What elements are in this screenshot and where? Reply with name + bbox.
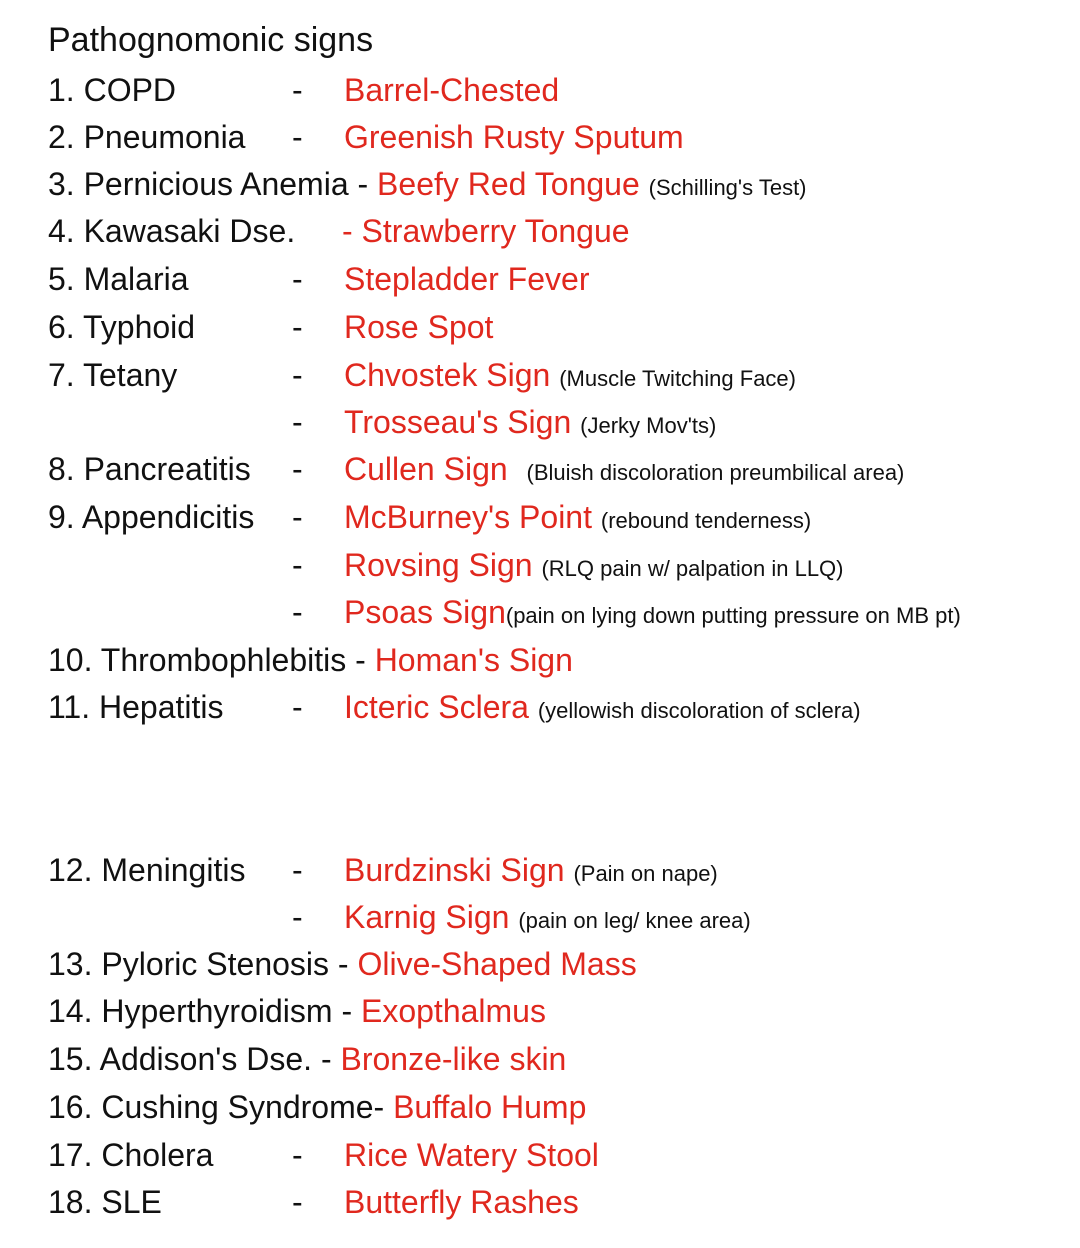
sign-entry bbox=[344, 495, 811, 543]
separator-dash: - bbox=[292, 261, 303, 297]
sign-entry bbox=[344, 848, 718, 896]
sign-text: Greenish Rusty Sputum bbox=[344, 119, 684, 155]
inline-entry bbox=[48, 162, 807, 210]
separator-dash: - bbox=[292, 899, 303, 935]
sign-text: Homan's Sign bbox=[374, 642, 573, 678]
sign-note: (pain on lying down putting pressure on MB pt) bbox=[505, 603, 961, 628]
sign-entry bbox=[344, 353, 796, 401]
sign-text: Bronze-like skin bbox=[340, 1041, 567, 1077]
inline-entry bbox=[48, 1085, 586, 1129]
condition-label: 17. Cholera bbox=[48, 1137, 214, 1173]
inline-entry bbox=[48, 1037, 566, 1081]
separator-dash: - bbox=[292, 547, 303, 583]
sign-note: (Pain on nape) bbox=[573, 861, 718, 886]
sign-text: Stepladder Fever bbox=[344, 261, 590, 297]
sign-note: (Schilling's Test) bbox=[648, 175, 807, 200]
condition-label: 11. Hepatitis bbox=[48, 689, 224, 725]
condition-label: 2. Pneumonia bbox=[48, 119, 246, 155]
sign-entry bbox=[344, 895, 751, 943]
sign-text: Beefy Red Tongue bbox=[377, 166, 640, 202]
sign-note: (yellowish discoloration of sclera) bbox=[537, 698, 861, 723]
sign-note: (Jerky Mov'ts) bbox=[580, 413, 717, 438]
separator-dash: - bbox=[292, 1137, 303, 1173]
sign-note: (RLQ pain w/ palpation in LLQ) bbox=[541, 556, 844, 581]
condition-label: 13. Pyloric Stenosis - bbox=[48, 946, 358, 982]
condition-label: 18. SLE bbox=[48, 1184, 162, 1220]
sign-text: Olive-Shaped Mass bbox=[357, 946, 637, 982]
page-title: Pathognomonic signs bbox=[48, 21, 374, 59]
sign-text: Rice Watery Stool bbox=[344, 1137, 599, 1173]
sign-note: (pain on leg/ knee area) bbox=[518, 908, 751, 933]
separator-dash: - bbox=[292, 451, 303, 487]
sign-text: Icteric Sclera bbox=[344, 689, 529, 725]
condition-label: 7. Tetany bbox=[48, 357, 178, 393]
sign-note: (Bluish discoloration preumbilical area) bbox=[526, 460, 905, 485]
condition-label: 9. Appendicitis bbox=[48, 499, 255, 535]
separator-dash: - bbox=[292, 357, 303, 393]
sign-entry bbox=[344, 400, 716, 448]
sign-entry bbox=[344, 447, 904, 495]
sign-text: Exopthalmus bbox=[360, 993, 546, 1029]
separator-dash: - bbox=[292, 119, 303, 155]
sign-text: Barrel-Chested bbox=[344, 72, 560, 108]
sign-text: Buffalo Hump bbox=[393, 1089, 587, 1125]
sign-text: Burdzinski Sign bbox=[344, 852, 565, 888]
separator-dash: - bbox=[292, 309, 303, 345]
sign-text: Psoas Sign bbox=[344, 594, 506, 630]
condition-label: 8. Pancreatitis bbox=[48, 451, 251, 487]
condition-label: 12. Meningitis bbox=[48, 852, 246, 888]
condition-label: 15. Addison's Dse. - bbox=[48, 1041, 341, 1077]
sign-note: (rebound tenderness) bbox=[600, 508, 812, 533]
sign-text: McBurney's Point bbox=[344, 499, 592, 535]
sign-text: Trosseau's Sign bbox=[344, 404, 572, 440]
sign-text: Rovsing Sign bbox=[344, 547, 533, 583]
separator-dash: - bbox=[292, 689, 303, 725]
sign-note: (Muscle Twitching Face) bbox=[559, 366, 796, 391]
condition-label: 16. Cushing Syndrome- bbox=[48, 1089, 394, 1125]
condition-label: 10. Thrombophlebitis - bbox=[48, 642, 375, 678]
separator-dash: - bbox=[292, 499, 303, 535]
sign-text: Butterfly Rashes bbox=[344, 1184, 579, 1220]
separator-dash: - bbox=[292, 72, 303, 108]
inline-entry bbox=[48, 942, 637, 986]
condition-label: 5. Malaria bbox=[48, 261, 189, 297]
sign-text: Karnig Sign bbox=[344, 899, 510, 935]
separator-dash: - bbox=[292, 1184, 303, 1220]
sign-text: Cullen Sign bbox=[344, 451, 508, 487]
sign-entry bbox=[344, 685, 861, 733]
separator-dash: - bbox=[292, 852, 303, 888]
inline-entry bbox=[48, 989, 546, 1033]
sign-entry bbox=[344, 543, 844, 591]
inline-entry bbox=[48, 638, 573, 682]
condition-label: 14. Hyperthyroidism - bbox=[48, 993, 361, 1029]
condition-label: 6. Typhoid bbox=[48, 309, 196, 345]
condition-label: 4. Kawasaki Dse. bbox=[48, 213, 296, 249]
sign-entry bbox=[344, 590, 961, 638]
condition-label: 1. COPD bbox=[48, 72, 177, 108]
separator-dash: - bbox=[292, 594, 303, 630]
sign-text: Rose Spot bbox=[344, 309, 494, 345]
separator-dash: - bbox=[292, 404, 303, 440]
condition-label: 3. Pernicious Anemia - bbox=[48, 166, 378, 202]
sign-text: - Strawberry Tongue bbox=[342, 213, 630, 249]
sign-text: Chvostek Sign bbox=[344, 357, 551, 393]
